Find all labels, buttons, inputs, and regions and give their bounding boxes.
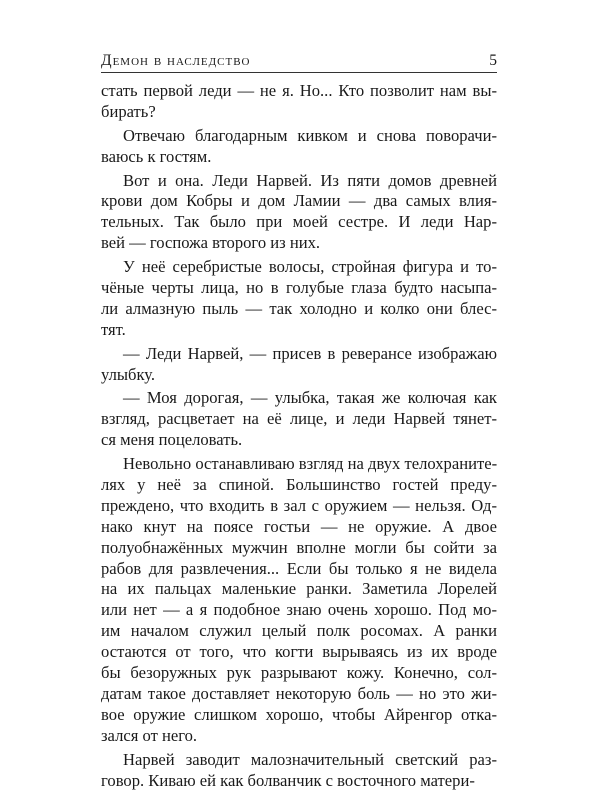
paragraph	[101, 344, 497, 386]
text-line: вое оружие слишком хорошо, чтобы Айренгор отка-	[101, 704, 497, 724]
text-line: Невольно останавливаю взгляд на двух телохраните-	[123, 454, 498, 474]
text-line: ваюсь к гостям.	[101, 146, 212, 166]
paragraph	[101, 81, 497, 123]
paragraph	[101, 454, 497, 746]
text-line: лях у неё за спиной. Большинство гостей преду-	[101, 475, 497, 495]
text-line: — Леди Нарвей, — присев в реверансе изображаю	[123, 343, 497, 363]
paragraph	[101, 257, 497, 341]
text-line: тельных. Так было при моей сестре. И леди Нар-	[101, 212, 497, 232]
text-line: рабов для развлечения... Если бы только я не видела	[101, 558, 497, 578]
text-line: или нет — а я подобное знаю очень хорошо. Под мо-	[101, 600, 497, 620]
text-line: остаются от того, что когти вырываясь из их вроде	[101, 642, 497, 662]
book-title: Демон в наследство	[101, 52, 251, 69]
paragraph	[101, 126, 497, 168]
running-head	[101, 42, 497, 73]
text-line: стать первой леди — не я. Но... Кто позволит нам вы-	[101, 81, 497, 100]
text-line: им началом служил целый полк росомах. А ранки	[101, 621, 497, 641]
text-line: зался от него.	[101, 725, 198, 745]
text-line: тят.	[101, 319, 126, 339]
paragraph	[101, 388, 497, 451]
paragraph	[101, 750, 497, 792]
text-line: ли алмазную пыль — так холодно и колко они блес-	[101, 298, 497, 318]
text-line: взгляд, расцветает на её лице, и леди Нарвей тянет-	[101, 409, 497, 429]
text-line: преждено, что входить в зал с оружием — нельзя. Од-	[101, 495, 497, 515]
text-line: нако кнут на поясе гостьи — не оружие. А двое	[101, 516, 497, 536]
text-line: Отвечаю благодарным кивком и снова поворачи-	[123, 125, 497, 145]
text-line: — Моя дорогая, — улыбка, такая же колючая как	[123, 388, 497, 408]
text-line: улыбку.	[101, 364, 156, 384]
text-line: чёные черты лица, но в голубые глаза будто насыпа-	[101, 278, 497, 298]
text-line: бирать?	[101, 101, 156, 121]
text-line: бы безоружных рук разрывают кожу. Конечно, сол-	[101, 663, 497, 683]
text-line: ся меня поцеловать.	[101, 430, 243, 450]
text-line: на их пальцах маленькие ранки. Заметила Лорелей	[101, 579, 497, 599]
body-text	[101, 81, 497, 794]
text-line: Вот и она. Леди Нарвей. Из пяти домов древней	[123, 170, 497, 190]
text-line: говор. Киваю ей как болванчик с восточного матери-	[101, 770, 475, 790]
text-line: датам такое доставляет некоторую боль — но это жи-	[101, 683, 497, 703]
text-line: У неё серебристые волосы, стройная фигура и то-	[123, 257, 497, 277]
paragraph	[101, 171, 497, 255]
text-line: Нарвей заводит малозначительный светский раз-	[123, 749, 497, 769]
text-line: крови дом Кобры и дом Ламии — два самых влия-	[101, 191, 497, 211]
text-line: вей — госпожа второго из них.	[101, 233, 321, 253]
text-line: полуобнажённых мужчин вполне могли бы сойти за	[101, 537, 497, 557]
page-number: 5	[489, 52, 497, 69]
